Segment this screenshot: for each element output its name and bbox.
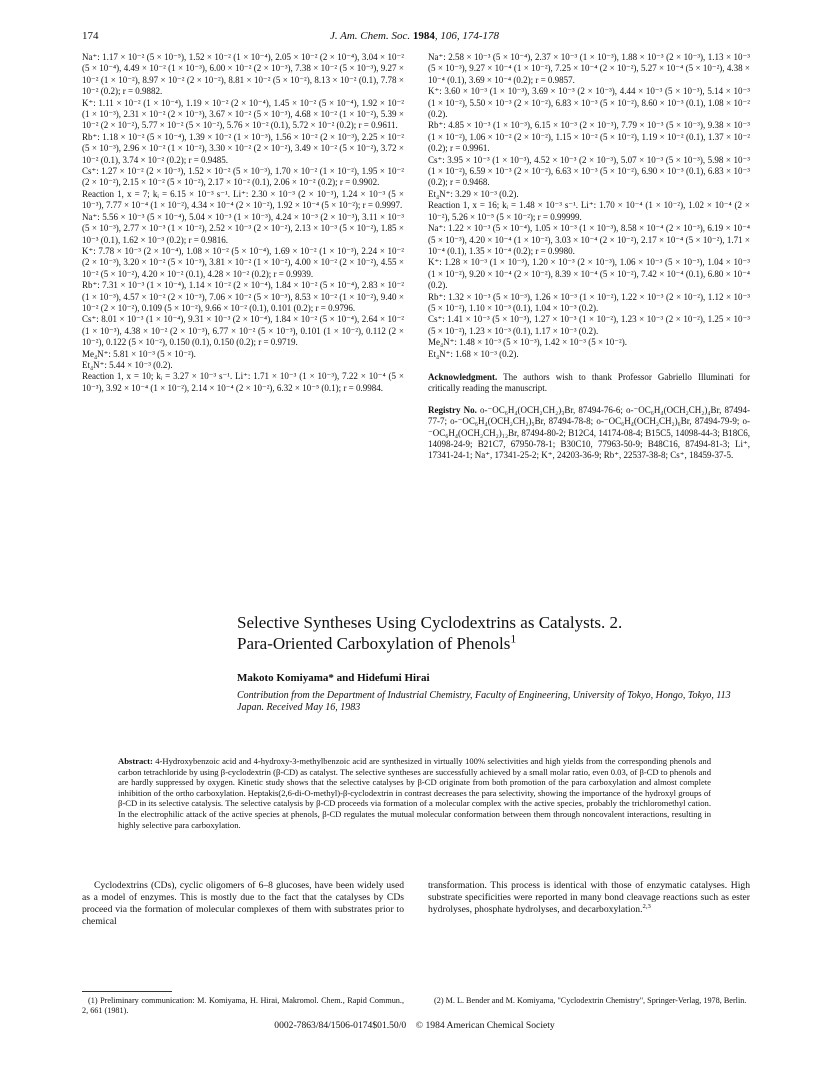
data-entry: Na⁺: 5.56 × 10⁻³ (5 × 10⁻⁴), 5.04 × 10⁻³ (1 × 10⁻³), 4.24 × 10⁻³ (2 × 10⁻³), 3.11 × 10⁻³ (5 × 10⁻³), 2.77 × 10⁻³ (1 × 10⁻²), 2.52 × 10⁻³ (2 × 10⁻²), 2.13 × 10⁻³ (5 × 10⁻²), 1.85 × 10⁻³ (0.1), 1.62 × 10⁻³ (0.2); r = 0.9816. bbox=[82, 211, 404, 245]
data-entry: Me₄N⁺: 5.81 × 10⁻³ (5 × 10⁻²). bbox=[82, 348, 196, 359]
registry-text: o-⁻OC₆H₄(OCH₂CH₂)₃Br, 87494-76-6; o-⁻OC₆H₄(OCH₂CH₂)₄Br, 87494-77-7; o-⁻OC₆H₄(OCH₂CH₂)₅Br, 87494-78-8; o-⁻OC₆H₄(OCH₂CH₂)₆Br, 87494-79-9; o-⁻OC₆H₄(OCH₂CH₂)₁₂Br, 87494-80-2; B12C4, 14174-08-4; B15C5, 14098-44-3; B18C6, 14098-24-9; B21C7, 67950-78-1; B30C10, 77963-50-9; B48C16, 87494-81-3; Li⁺, 17341-24-1; Na⁺, 17341-25-2; K⁺, 24203-36-9; Rb⁺, 22537-38-8; Cs⁺, 18459-37-5. bbox=[428, 404, 750, 461]
data-entry: Et₄N⁺: 3.29 × 10⁻³ (0.2). bbox=[428, 188, 519, 199]
title-footnote-mark[interactable]: 1 bbox=[510, 631, 517, 646]
footnote-right bbox=[428, 991, 750, 1006]
page-footer bbox=[82, 1020, 747, 1031]
body-paragraph: Cyclodextrins (CDs), cyclic oligomers of 6–8 glucoses, have been widely used as a model of enzymes. This is mostly due to the fact that the catalyses by CDs proceed via the formation of molecular complexes of them with substrates prior to chemical bbox=[82, 880, 404, 927]
data-entry: Et₄N⁺: 5.44 × 10⁻³ (0.2). bbox=[82, 359, 173, 370]
data-entry: Rb⁺: 1.18 × 10⁻² (5 × 10⁻⁴), 1.39 × 10⁻² (1 × 10⁻³), 1.56 × 10⁻² (2 × 10⁻³), 2.25 × 10⁻² (5 × 10⁻³), 2.96 × 10⁻² (1 × 10⁻²), 3.30 × 10⁻² (2 × 10⁻²), 3.49 × 10⁻² (5 × 10⁻²), 3.72 × 10⁻² (0.1), 3.74 × 10⁻² (0.2); r = 0.9485. bbox=[82, 131, 404, 165]
data-entry: Reaction 1, x = 7; kᵢ = 6.15 × 10⁻³ s⁻¹. Li⁺: 2.30 × 10⁻³ (2 × 10⁻³), 1.24 × 10⁻³ (5 × 10⁻³), 7.77 × 10⁻⁴ (1 × 10⁻²), 4.34 × 10⁻⁴ (2 × 10⁻²), 1.92 × 10⁻⁴ (5 × 10⁻²); r = 0.9997. bbox=[82, 188, 404, 211]
footnote-text: (1) Preliminary communication: M. Komiyama, H. Hirai, Makromol. Chem., Rapid Commun., 2, 661 (1981). bbox=[82, 996, 404, 1015]
journal-volume-pages: , 106, 174-178 bbox=[434, 30, 500, 42]
journal-citation bbox=[82, 30, 747, 42]
data-entry: Na⁺: 2.58 × 10⁻³ (5 × 10⁻⁴), 2.37 × 10⁻³ (1 × 10⁻³), 1.88 × 10⁻³ (2 × 10⁻³), 1.13 × 10⁻³ (5 × 10⁻³), 9.27 × 10⁻⁴ (1 × 10⁻²), 7.25 × 10⁻⁴ (2 × 10⁻²), 5.27 × 10⁻⁴ (5 × 10⁻²), 4.38 × 10⁻⁴ (0.1), 3.69 × 10⁻⁴ (0.2); r = 0.9857. bbox=[428, 52, 750, 85]
article-title-line2: Para-Oriented Carboxylation of Phenols bbox=[237, 634, 511, 653]
data-entry: Cs⁺: 1.27 × 10⁻² (2 × 10⁻³), 1.52 × 10⁻² (5 × 10⁻³), 1.70 × 10⁻² (1 × 10⁻²), 1.95 × 10⁻² (2 × 10⁻²), 2.15 × 10⁻² (5 × 10⁻²), 2.17 × 10⁻² (0.1), 2.06 × 10⁻² (0.2); r = 0.9902. bbox=[82, 166, 404, 188]
data-entry: Rb⁺: 1.32 × 10⁻³ (5 × 10⁻³), 1.26 × 10⁻³ (1 × 10⁻²), 1.22 × 10⁻³ (2 × 10⁻²), 1.12 × 10⁻³ (5 × 10⁻²), 1.10 × 10⁻³ (0.1), 1.04 × 10⁻³ (0.2). bbox=[428, 291, 750, 313]
data-entry: Me₄N⁺: 1.48 × 10⁻³ (5 × 10⁻³), 1.42 × 10⁻³ (5 × 10⁻²). bbox=[428, 337, 627, 348]
footnote-rule bbox=[82, 991, 172, 992]
body-text-right bbox=[428, 880, 750, 916]
data-column-left bbox=[82, 52, 404, 394]
article-authors: Makoto Komiyama* and Hidefumi Hirai bbox=[237, 672, 430, 684]
abstract-text: 4-Hydroxybenzoic acid and 4-hydroxy-3-methylbenzoic acid are synthesized in virtually 100% selectivities and high yields from the corresponding phenols and carbon tetrachloride by using β-cyclodextrin (β-CD) as catalyst. The selective syntheses are successfully achieved by a small molar ratio, even 0.03, of β-CD to phenols and are hardly suppressed by oxygen. Kinetic study shows that the selective catalyses by β-CD originate from both promotion of the para carboxylation and almost complete inhibition of the ortho carboxylation. Heptakis(2,6-di-O-methyl)-β-cyclodextrin in contrast decreases the para selectivity, showing the importance of the hydroxyl groups of β-CD in its selective catalysis. The selective catalysis by β-CD proceeds via formation of a molecular complex with the active species, probably the trichloromethyl cation. In the electrophilic attack of the active species at phenols, β-CD regulates the mutual molecular conformation between them through noncovalent interactions, resulting in highly selective para carboxylation. bbox=[118, 756, 711, 830]
article-affiliation: Contribution from the Department of Industrial Chemistry, Faculty of Engineering, University of Tokyo, Hongo, Tokyo, 113 Japan. Received May 16, 1983 bbox=[237, 690, 731, 713]
acknowledgment-text: The authors wish to thank Professor Gabriello Illuminati for critically reading the manuscript. bbox=[428, 371, 750, 394]
data-entry: Cs⁺: 8.01 × 10⁻³ (1 × 10⁻⁴), 9.31 × 10⁻³ (2 × 10⁻⁴), 1.84 × 10⁻² (5 × 10⁻⁴), 2.64 × 10⁻² (1 × 10⁻³), 4.38 × 10⁻² (2 × 10⁻³), 6.77 × 10⁻² (5 × 10⁻³), 0.101 (1 × 10⁻²), 0.112 (2 × 10⁻²), 0.122 (5 × 10⁻²), 0.150 (0.1), 0.150 (0.2); r = 0.9719. bbox=[82, 314, 404, 348]
footer-code: 0002-7863/84/1506-0174$01.50/0 bbox=[274, 1020, 407, 1031]
article-title-line1: Selective Syntheses Using Cyclodextrins as Catalysts. 2. bbox=[237, 613, 623, 632]
data-entry: Na⁺: 1.17 × 10⁻² (5 × 10⁻⁵), 1.52 × 10⁻² (1 × 10⁻⁴), 2.05 × 10⁻² (2 × 10⁻⁴), 3.04 × 10⁻² (5 × 10⁻⁴), 4.49 × 10⁻² (1 × 10⁻³), 6.00 × 10⁻² (2 × 10⁻³), 7.38 × 10⁻² (5 × 10⁻³), 9.27 × 10⁻² (1 × 10⁻²), 8.97 × 10⁻² (2 × 10⁻²), 8.81 × 10⁻² (5 × 10⁻²), 8.13 × 10⁻² (0.1), 7.78 × 10⁻² (0.2); r = 0.9882. bbox=[82, 52, 404, 97]
footer-copyright: © 1984 American Chemical Society bbox=[415, 1020, 555, 1031]
data-entry: Rb⁺: 7.31 × 10⁻³ (1 × 10⁻⁴), 1.14 × 10⁻² (2 × 10⁻⁴), 1.84 × 10⁻² (5 × 10⁻⁴), 2.83 × 10⁻² (1 × 10⁻³), 4.57 × 10⁻² (2 × 10⁻³), 7.06 × 10⁻² (5 × 10⁻³), 8.53 × 10⁻² (1 × 10⁻²), 9.40 × 10⁻² (2 × 10⁻²), 0.109 (5 × 10⁻²), 9.66 × 10⁻² (0.1), 0.101 (0.2); r = 0.9796. bbox=[82, 280, 404, 313]
footnote-left bbox=[82, 991, 404, 1016]
data-entry: Reaction 1, x = 16; kᵢ = 1.48 × 10⁻³ s⁻¹. Li⁺: 1.70 × 10⁻⁴ (1 × 10⁻²), 1.02 × 10⁻⁴ (2 × 10⁻²), 5.26 × 10⁻⁵ (5 × 10⁻²); r = 0.99999. bbox=[428, 200, 750, 222]
footnote-text: (2) M. L. Bender and M. Komiyama, "Cyclodextrin Chemistry", Springer-Verlag, 1978, Berlin. bbox=[434, 996, 747, 1005]
registry-numbers bbox=[428, 405, 750, 462]
data-entry: Et₄N⁺: 1.68 × 10⁻³ (0.2). bbox=[428, 348, 519, 359]
page-number: 174 bbox=[82, 30, 99, 42]
data-entry: K⁺: 1.11 × 10⁻² (1 × 10⁻⁴), 1.19 × 10⁻² (2 × 10⁻⁴), 1.45 × 10⁻² (5 × 10⁻⁴), 1.92 × 10⁻² (1 × 10⁻³), 2.31 × 10⁻² (2 × 10⁻³), 3.67 × 10⁻² (5 × 10⁻³), 4.68 × 10⁻² (1 × 10⁻²), 5.39 × 10⁻² (2 × 10⁻²), 5.77 × 10⁻² (5 × 10⁻²), 5.76 × 10⁻² (0.1), 5.72 × 10⁻² (0.2); r = 0.9611. bbox=[82, 97, 404, 131]
data-entry: K⁺: 1.28 × 10⁻³ (1 × 10⁻³), 1.20 × 10⁻³ (2 × 10⁻³), 1.06 × 10⁻³ (5 × 10⁻³), 1.04 × 10⁻³ (1 × 10⁻²), 9.20 × 10⁻⁴ (2 × 10⁻²), 8.39 × 10⁻⁴ (5 × 10⁻²), 7.42 × 10⁻⁴ (0.1), 6.80 × 10⁻⁴ (0.2). bbox=[428, 257, 750, 291]
reference-mark[interactable]: 2,3 bbox=[642, 902, 651, 910]
journal-name: J. Am. Chem. Soc. bbox=[329, 30, 411, 42]
journal-year: 1984 bbox=[412, 30, 435, 42]
data-entry: K⁺: 3.60 × 10⁻³ (1 × 10⁻³), 3.69 × 10⁻³ (2 × 10⁻³), 4.44 × 10⁻³ (5 × 10⁻³), 5.14 × 10⁻³ (1 × 10⁻²), 5.50 × 10⁻³ (2 × 10⁻²), 6.83 × 10⁻³ (5 × 10⁻²), 8.60 × 10⁻³ (0.1), 1.08 × 10⁻² (0.2). bbox=[428, 86, 750, 120]
data-entry: Na⁺: 1.22 × 10⁻³ (5 × 10⁻⁴), 1.05 × 10⁻³ (1 × 10⁻³), 8.58 × 10⁻⁴ (2 × 10⁻³), 6.19 × 10⁻⁴ (5 × 10⁻³), 4.20 × 10⁻⁴ (1 × 10⁻²), 3.03 × 10⁻⁴ (2 × 10⁻²), 2.17 × 10⁻⁴ (5 × 10⁻²), 1.71 × 10⁻⁴ (0.1), 1.35 × 10⁻⁴ (0.2); r = 0.9980. bbox=[428, 223, 750, 256]
abstract bbox=[118, 756, 711, 830]
abstract-label: Abstract: bbox=[118, 756, 153, 766]
acknowledgment bbox=[428, 372, 750, 395]
body-paragraph-text: transformation. This process is identical with those of enzymatic catalyses. High substrate specificities were reported in many bond cleavage reactions such as ester hydrolyses, phosphate hydrolyses, and decarboxylation. bbox=[428, 880, 750, 915]
data-entry: Cs⁺: 1.41 × 10⁻³ (5 × 10⁻³), 1.27 × 10⁻³ (1 × 10⁻²), 1.23 × 10⁻³ (2 × 10⁻²), 1.25 × 10⁻³ (5 × 10⁻²), 1.23 × 10⁻³ (0.1), 1.17 × 10⁻³ (0.2). bbox=[428, 314, 750, 336]
data-entry: Rb⁺: 4.85 × 10⁻³ (1 × 10⁻³), 6.15 × 10⁻³ (2 × 10⁻³), 7.79 × 10⁻³ (5 × 10⁻³), 9.38 × 10⁻³ (1 × 10⁻²), 1.06 × 10⁻² (2 × 10⁻²), 1.15 × 10⁻² (5 × 10⁻²), 1.19 × 10⁻² (0.1), 1.37 × 10⁻² (0.2); r = 0.9961. bbox=[428, 120, 750, 154]
data-entry: Reaction 1, x = 10; kᵢ = 3.27 × 10⁻³ s⁻¹. Li⁺: 1.71 × 10⁻³ (1 × 10⁻³), 7.22 × 10⁻⁴ (5 × 10⁻³), 3.92 × 10⁻⁴ (1 × 10⁻²), 2.14 × 10⁻⁴ (2 × 10⁻²), 6.32 × 10⁻⁵ (0.1); r = 0.9984. bbox=[82, 371, 404, 393]
registry-label: Registry No. bbox=[428, 404, 477, 415]
article-title bbox=[237, 612, 737, 654]
body-paragraph bbox=[428, 880, 750, 916]
body-text-left bbox=[82, 880, 404, 928]
data-column-right bbox=[428, 52, 750, 462]
data-entry: Cs⁺: 3.95 × 10⁻³ (1 × 10⁻³), 4.52 × 10⁻³ (2 × 10⁻³), 5.07 × 10⁻³ (5 × 10⁻³), 5.98 × 10⁻³ (1 × 10⁻²), 6.59 × 10⁻³ (2 × 10⁻²), 6.63 × 10⁻³ (5 × 10⁻²), 6.90 × 10⁻³ (0.1), 6.83 × 10⁻³ (0.2); r = 0.9468. bbox=[428, 154, 750, 188]
data-entry: K⁺: 7.78 × 10⁻³ (2 × 10⁻⁴), 1.08 × 10⁻² (5 × 10⁻⁴), 1.69 × 10⁻² (1 × 10⁻³), 2.24 × 10⁻² (2 × 10⁻³), 3.20 × 10⁻² (5 × 10⁻³), 3.81 × 10⁻² (1 × 10⁻²), 4.00 × 10⁻² (2 × 10⁻²), 4.55 × 10⁻² (5 × 10⁻²), 4.20 × 10⁻² (0.1), 4.28 × 10⁻² (0.2); r = 0.9939. bbox=[82, 245, 404, 279]
acknowledgment-label: Acknowledgment. bbox=[428, 371, 498, 382]
article-header bbox=[237, 612, 737, 714]
